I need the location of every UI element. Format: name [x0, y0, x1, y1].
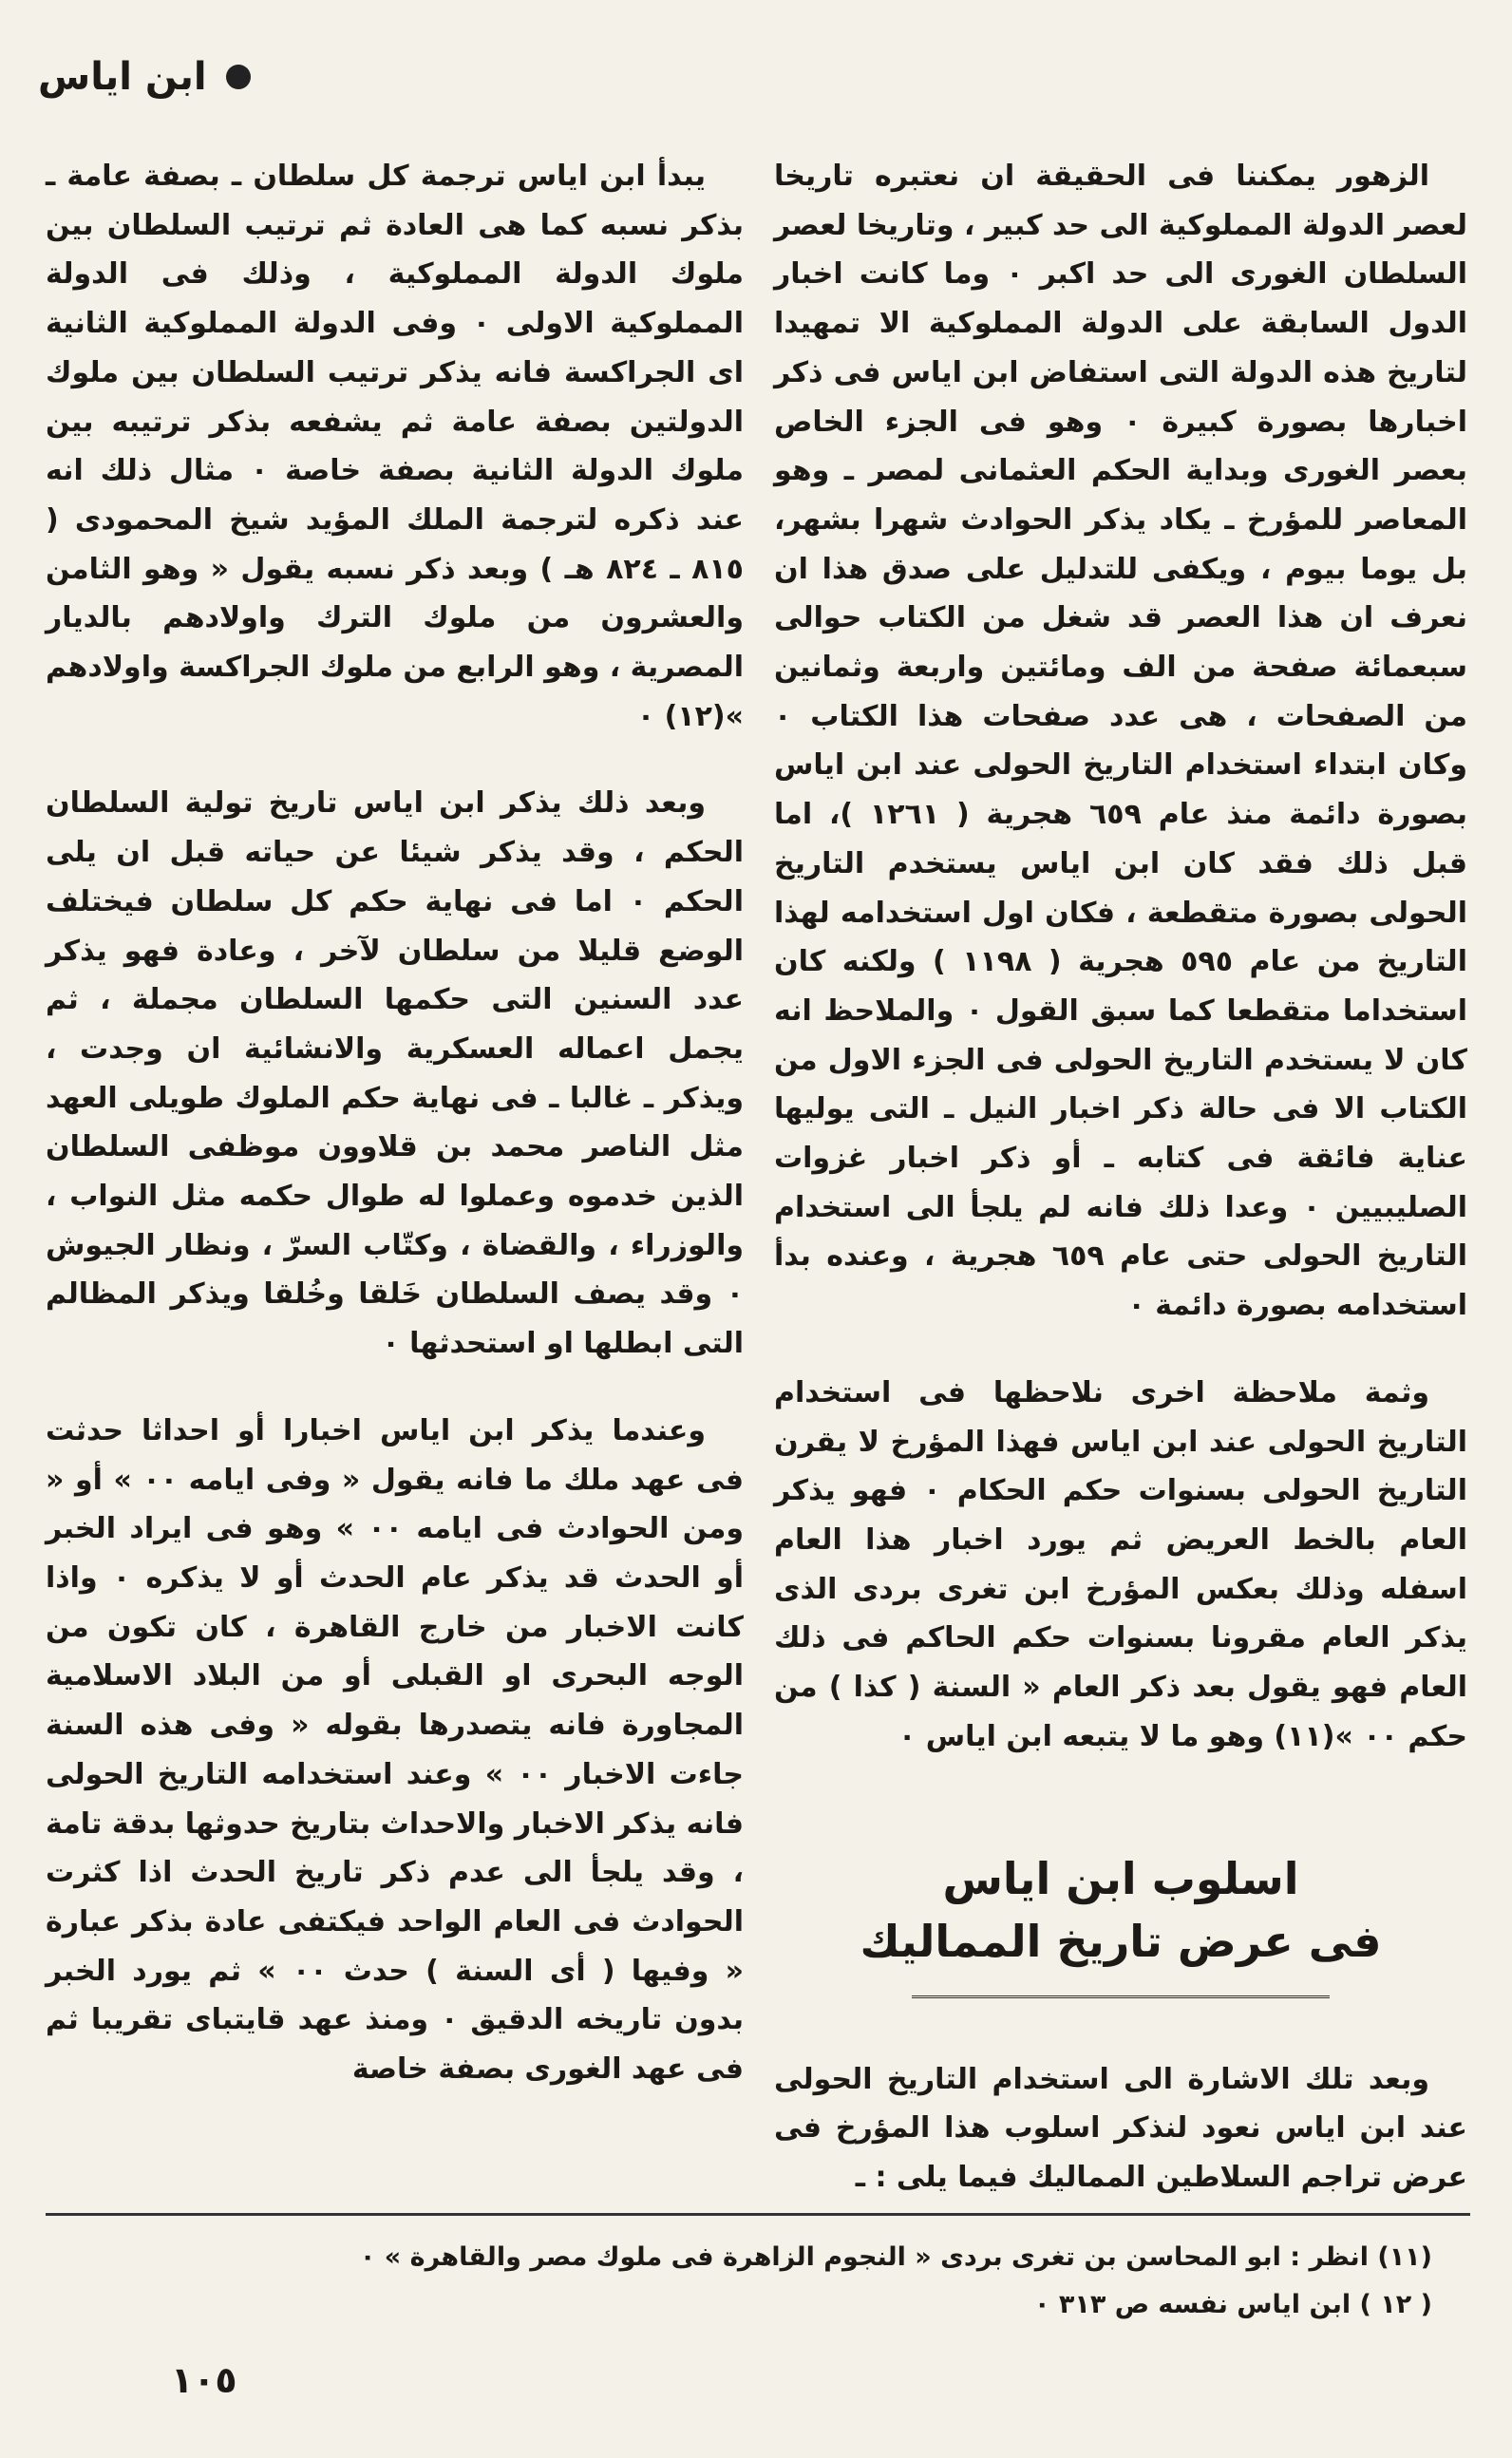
section-heading-line: فى عرض تاريخ المماليك: [860, 1915, 1382, 1967]
footnotes: [46, 2234, 1432, 2329]
right-column: [774, 152, 1467, 2203]
paragraph: وثمة ملاحظة اخرى نلاحظها فى استخدام التاريخ الحولى عند ابن اياس فهذا المؤرخ لا يقرن التاريخ الحولى بسنوات حكم الحكام ٠ فهو يذكر العام بالخط العريض ثم يورد اخبار هذا العام اسفله وذلك بعكس المؤرخ ابن تغرى بردى الذى يذكر العام مقرونا بسنوات حكم الحاكم فى ذلك العام فهو يقول بعد ذكر العام « السنة ( كذا ) من حكم ٠٠ »(١١) وهو ما لا يتبعه ابن اياس ٠: [774, 1375, 1467, 1753]
bullet-icon: [226, 65, 251, 89]
running-head: [38, 55, 251, 99]
running-title: ابن اياس: [38, 55, 207, 99]
left-column: [46, 152, 744, 2094]
footnote-divider: [46, 2213, 1470, 2216]
paragraph: وبعد ذلك يذكر ابن اياس تاريخ تولية السلطان الحكم ، وقد يذكر شيئا عن حياته قبل ان يلى الحكم ٠ اما فى نهاية حكم كل سلطان فيختلف الوضع قليلا من سلطان لآخر ، وعادة فهو يذكر عدد السنين التى حكمها السلطان مجملة ، ثم يجمل اعماله العسكرية والانشائية ان وجدت ، ويذكر ـ غالبا ـ فى نهاية حكم الملوك طويلى العهد مثل الناصر محمد بن قلاوون موظفى السلطان الذين خدموه وعملوا له طوال حكمه مثل النواب ، والوزراء ، والقضاة ، وكتّاب السرّ ، ونظار الجيوش ٠ وقد يصف السلطان خَلقا وخُلقا ويذكر المظالم التى ابطلها او استحدثها ٠: [46, 786, 744, 1361]
heading-ornament-rule: [912, 1982, 1330, 1998]
page-number: ١٠٥: [171, 2359, 237, 2401]
paragraph: وبعد تلك الاشارة الى استخدام التاريخ الحولى عند ابن اياس نعود لنذكر اسلوب هذا المؤرخ فى عرض تراجم السلاطين المماليك فيما يلى : ـ: [774, 2062, 1467, 2194]
section-heading-line: اسلوب ابن اياس: [942, 1852, 1299, 1904]
footnote: ( ١٢ ) ابن اياس نفسه ص ٣١٣ ٠: [1033, 2290, 1432, 2319]
section-heading: [774, 1847, 1467, 1998]
paragraph: يبدأ ابن اياس ترجمة كل سلطان ـ بصفة عامة ـ بذكر نسبه كما هى العادة ثم ترتيب السلطان بين ملوك الدولة المملوكية ، وذلك فى الدولة المملوكية الاولى ٠ وفى الدولة المملوكية الثانية اى الجراكسة فانه يذكر ترتيب السلطان بين ملوك الدولتين بصفة عامة ثم يشفعه بذكر ترتيبه بين ملوك الدولة الثانية بصفة خاصة ٠ مثال ذلك انه عند ذكره لترجمة الملك المؤيد شيخ المحمودى ( ٨١٥ ـ ٨٢٤ هـ ) وبعد ذكر نسبه يقول « وهو الثامن والعشرون من ملوك الترك واولادهم بالديار المصرية ، وهو الرابع من ملوك الجراكسة واولادهم »(١٢) ٠: [46, 160, 744, 733]
footnote: (١١) انظر : ابو المحاسن بن تغرى بردى « النجوم الزاهرة فى ملوك مصر والقاهرة » ٠: [359, 2242, 1432, 2272]
paragraph: وعندما يذكر ابن اياس اخبارا أو احداثا حدثت فى عهد ملك ما فانه يقول « وفى ايامه ٠٠ » أو « ومن الحوادث فى ايامه ٠٠ » وهو فى ايراد الخبر أو الحدث قد يذكر عام الحدث أو لا يذكره ٠ واذا كانت الاخبار من خارج القاهرة ، كان تكون من الوجه البحرى او القبلى أو من البلاد الاسلامية المجاورة فانه يتصدرها بقوله « وفى هذه السنة جاءت الاخبار ٠٠ » وعند استخدامه التاريخ الحولى فانه يذكر الاخبار والاحداث بتاريخ حدوثها بدقة تامة ، وقد يلجأ الى عدم ذكر تاريخ الحدث اذا كثرت الحوادث فى العام الواحد فيكتفى عادة بذكر عبارة « وفيها ( أى السنة ) حدث ٠٠ » ثم يورد الخبر بدون تاريخه الدقيق ٠ ومنذ عهد قايتباى تقريبا ثم فى عهد الغورى بصفة خاصة: [46, 1413, 745, 2087]
paragraph: الزهور يمكننا فى الحقيقة ان نعتبره تاريخا لعصر الدولة المملوكية الى حد كبير ، وتاريخا لعصر السلطان الغورى الى حد اكبر ٠ وما كانت اخبار الدول السابقة على الدولة المملوكية الا تمهيدا لتاريخ هذه الدولة التى استفاض ابن اياس فى ذكر اخبارها بصورة كبيرة ٠ وهو فى الجزء الخاص بعصر الغورى وبداية الحكم العثمانى لمصر ـ وهو المعاصر للمؤرخ ـ يكاد يذكر الحوادث شهرا بشهر، بل يوما بيوم ، ويكفى للتدليل على صدق هذا ان نعرف ان هذا العصر قد شغل من الكتاب حوالى سبعمائة صفحة من الف ومائتين واربعة وثمانين من الصفحات ، هى عدد صفحات هذا الكتاب ٠ وكان ابتداء استخدام التاريخ الحولى عند ابن اياس بصورة دائمة منذ عام ٦٥٩ هجرية ( ١٢٦١ )، اما قبل ذلك فقد كان ابن اياس يستخدم التاريخ الحولى بصورة متقطعة ، فكان اول استخدامه لهذا التاريخ من عام ٥٩٥ هجرية ( ١١٩٨ ) ولكنه كان استخداما متقطعا كما سبق القول ٠ والملاحظ انه كان لا يستخدم التاريخ الحولى فى الجزء الاول من الكتاب الا فى حالة ذكر اخبار النيل ـ التى يوليها عناية فائقة فى كتابه ـ أو ذكر اخبار غزوات الصليبيين ٠ وعدا ذلك فانه لم يلجأ الى استخدام التاريخ الحولى حتى عام ٦٥٩ هجرية ، وعنده بدأ استخدامه بصورة دائمة ٠: [774, 160, 1468, 1323]
